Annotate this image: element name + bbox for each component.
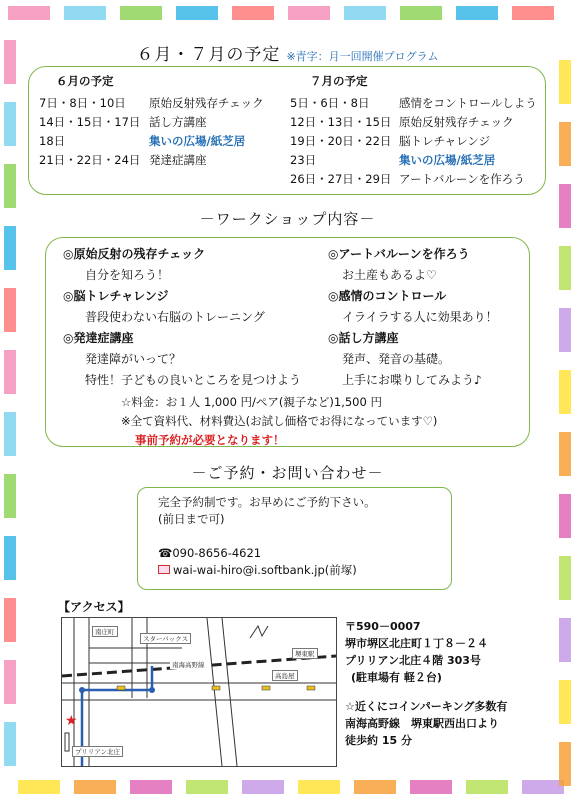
tape-strip [354,780,396,794]
june-date-3: 21日・22日・24日 [39,153,141,167]
tape-strip [4,536,16,580]
tape-strip [559,618,571,662]
title-note: ※青字：月一回開催プログラム [286,50,439,63]
july-event-3: 集いの広場/紙芝居 [399,153,496,167]
tape-strip [4,722,16,766]
tape-strip [559,308,571,352]
map-label-takashimaya: 高島屋 [272,670,298,681]
tape-strip [18,780,60,794]
price-line-1: ☆料金：お１人 1,000 円/ペア(親子など)1,500 円 [121,395,382,409]
access-map [61,617,337,767]
ws-right-title-1: ◎感情のコントロール [328,289,447,303]
access-label: 【アクセス】 [58,600,130,614]
map-label-starbucks: スターバックス [140,633,191,644]
map-roads [62,618,336,766]
ws-right-desc-3: 上手にお喋りしてみよう♪ [342,373,482,387]
tape-strip [130,780,172,794]
contact-line-2: (前日まで可) [158,512,225,526]
tape-strip [559,246,571,290]
price-block [121,393,437,450]
july-date-1: 12日・13日・15日 [290,115,392,129]
tape-strip [4,288,16,332]
contact-heading: －ご予約・お問い合わせ－ [191,464,384,482]
workshop-box [45,237,530,447]
tape-strip [512,6,554,20]
july-date-3: 23日 [290,153,317,167]
price-line-2: ※全て資料代、材料費込(お試し価格でお得になっています♡) [121,414,438,428]
tape-strip [120,6,162,20]
ws-left-desc-0: 自分を知ろう！ [85,268,170,282]
page-title: ６月・７月の予定 ※青字：月一回開催プログラム [136,45,439,65]
tape-strip [186,780,228,794]
email-address[interactable]: wai-wai-hiro@i.softbank.jp(前塚) [173,563,357,577]
map-label-sakaihigashi: 堺東駅 [292,648,318,659]
tape-strip [4,102,16,146]
july-heading: ７月の予定 [310,74,368,88]
june-date-1: 14日・15日・17日 [39,115,141,129]
workshop-right [328,244,498,391]
tape-strip [298,780,340,794]
tape-strip [400,6,442,20]
ws-left-title-0: ◎原始反射の残存チェック [63,247,206,261]
ws-left-desc-3: 特性！子どもの良いところを見つけよう [85,373,302,387]
june-event-0: 原始反射残存チェック [149,96,264,110]
phone-number: ☎090-8656-4621 [158,546,262,560]
tape-strip [176,6,218,20]
tape-strip [74,780,116,794]
july-date-0: 5日・6日・8日 [290,96,370,110]
ws-right-desc-1: イライラする人に効果あり！ [342,310,498,324]
tape-strip [559,122,571,166]
tape-strip [4,598,16,642]
tape-strip [64,6,106,20]
tape-strip [559,680,571,724]
ws-right-title-2: ◎話し方講座 [328,331,399,345]
tape-strip [522,780,564,794]
june-date-0: 7日・8日・10日 [39,96,126,110]
tape-strip [344,6,386,20]
walk-time: 徒歩約 15 分 [345,734,412,747]
ws-left-desc-2: 発達障がいって？ [85,352,182,366]
ws-left-title-1: ◎脳トレチャレンジ [63,289,169,303]
tape-strip [8,6,50,20]
contact-box [137,487,452,590]
schedule-box [28,66,546,195]
address-line-1: 堺市堺区北庄町１丁８－２４ [345,637,488,650]
map-label-minami: 南庄町 [92,626,118,637]
june-event-1: 話し方講座 [149,115,207,129]
tape-strip [4,660,16,704]
address-line-2: プリリアン北庄４階 303号 [345,654,481,667]
tape-strip [232,6,274,20]
ws-right-title-0: ◎アートバルーンを作ろう [328,247,470,261]
tape-strip [559,60,571,104]
july-date-4: 26日・27日・29日 [290,172,392,186]
map-label-shop: 南海高野線 [172,661,205,669]
train-line: 南海高野線 堺東駅西出口より [345,717,499,730]
tape-strip [4,226,16,270]
june-heading: ６月の予定 [56,74,114,88]
july-event-4: アートバルーンを作ろう [399,172,525,186]
tape-strip [4,164,16,208]
tape-strip [559,370,571,414]
tape-strip [456,6,498,20]
july-event-0: 感情をコントロールしよう [399,96,537,110]
reservation-notice: 事前予約が必要となります！ [135,433,285,447]
parking-info: (駐車場有 軽２台) [351,671,442,684]
workshop-left [63,244,301,391]
ws-left-desc-1: 普段使わない右脳のトレーニング [85,310,265,324]
tape-strip [4,350,16,394]
location-star-icon: ★ [65,713,78,729]
tape-strip [288,6,330,20]
email-row [158,562,376,579]
tape-strip [410,780,452,794]
tape-strip [559,742,571,786]
july-event-2: 脳トレチャレンジ [399,134,491,148]
postal-code: 〒590－0007 [345,620,421,633]
tape-strip [559,556,571,600]
workshop-heading: －ワークショップ内容－ [199,210,376,228]
ws-left-title-2: ◎発達症講座 [63,331,134,345]
tape-strip [559,494,571,538]
tape-strip [4,412,16,456]
tape-strip [466,780,508,794]
july-event-1: 原始反射残存チェック [399,115,514,129]
contact-line-1: 完全予約制です。お早めにご予約下さい。 [158,495,376,509]
coin-parking-note: ☆近くにコインパーキング多数有 [345,700,508,713]
ws-right-desc-0: お土産もあるよ♡ [342,268,437,282]
address-block [345,618,507,749]
june-event-2: 集いの広場/紙芝居 [149,134,246,148]
june-event-3: 発達症講座 [149,153,207,167]
june-date-2: 18日 [39,134,66,148]
tape-strip [242,780,284,794]
july-date-2: 19日・20日・22日 [290,134,392,148]
mail-icon [158,565,170,574]
ws-right-desc-2: 発声、発音の基礎。 [342,352,451,366]
map-label-building: プリリアン北庄 [72,746,123,757]
